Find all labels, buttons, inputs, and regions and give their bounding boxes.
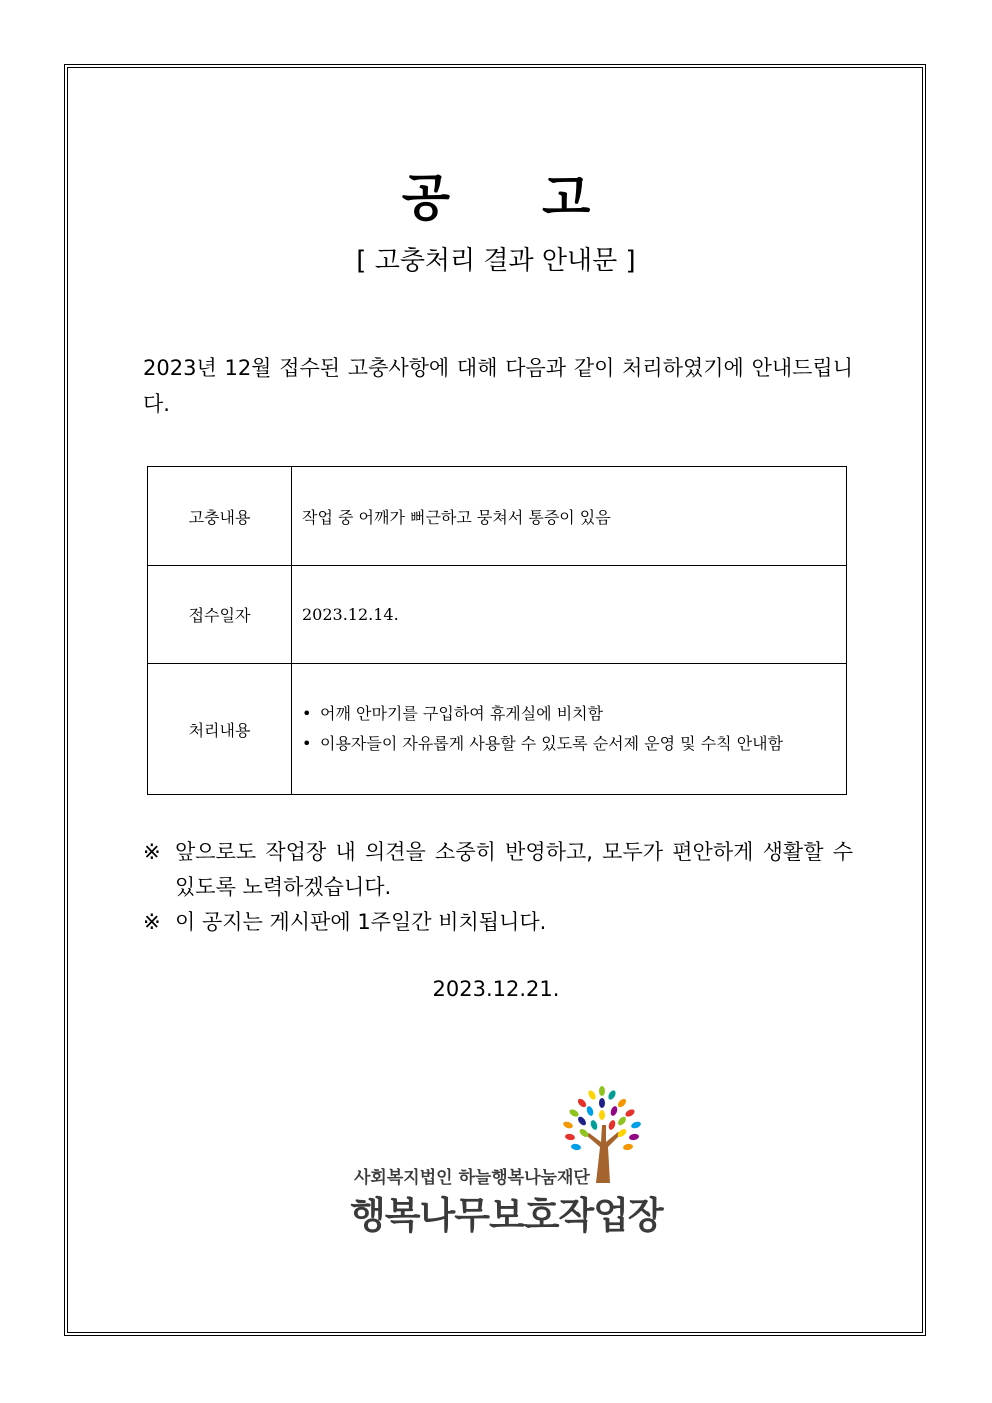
title-char-2: 고: [542, 169, 591, 227]
reference-mark: ※: [143, 910, 161, 934]
reference-mark: ※: [143, 840, 161, 864]
list-item: • 이용자들이 자유롭게 사용할 수 있도록 순서제 운영 및 수칙 안내함: [302, 729, 836, 759]
intro-paragraph: 2023년 12월 접수된 고충사항에 대해 다음과 같이 처리하였기에 안내드립니다.: [143, 356, 853, 416]
note-text: 이 공지는 게시판에 1주일간 비치됩니다.: [175, 910, 547, 934]
organization-name: 사회복지법인 하늘행복나눔재단: [354, 1168, 590, 1188]
note-item: [143, 835, 853, 905]
notice-date: 2023.12.21.: [432, 977, 560, 1001]
action-list: [302, 699, 836, 759]
notice-subtitle: [ 고충처리 결과 안내문 ]: [356, 246, 636, 276]
notice-title: [0, 158, 992, 230]
row-value: [292, 664, 847, 795]
row-value: 2023.12.14.: [292, 566, 847, 664]
table-row: [148, 467, 847, 566]
grievance-table: [147, 466, 847, 795]
row-label: 고충내용: [148, 467, 292, 566]
notes-section: [143, 835, 853, 940]
row-value: 작업 중 어깨가 뻐근하고 뭉쳐서 통증이 있음: [292, 467, 847, 566]
organization-logo: [350, 1085, 663, 1237]
note-text: 앞으로도 작업장 내 의견을 소중히 반영하고, 모두가 편안하게 생활할 수 있도록 노력하겠습니다.: [175, 840, 853, 899]
table-row: [148, 664, 847, 795]
list-item: • 어깨 안마기를 구입하여 휴게실에 비치함: [302, 699, 836, 729]
row-label: 접수일자: [148, 566, 292, 664]
note-item: [143, 905, 853, 940]
workshop-name: 행복나무보호작업장: [350, 1194, 663, 1237]
table-row: [148, 566, 847, 664]
row-label: 처리내용: [148, 664, 292, 795]
title-char-1: 공: [401, 169, 450, 227]
